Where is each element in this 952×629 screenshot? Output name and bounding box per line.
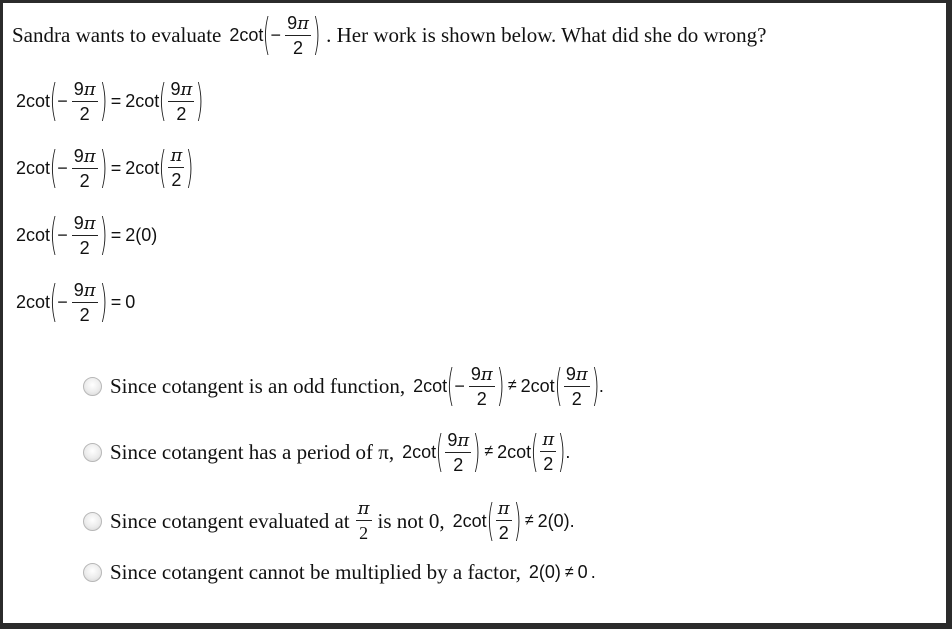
radio-button[interactable] — [83, 377, 102, 396]
question-card — [3, 3, 946, 623]
answer-option-4[interactable]: Since cotangent cannot be multiplied by a factor, 2 ( 0 ) ≠ 0 . — [83, 560, 596, 585]
radio-button[interactable] — [83, 563, 102, 582]
radio-button[interactable] — [83, 443, 102, 462]
answer-option-2[interactable]: Since cotangent has a period of π, 2 cot ( $\frac{9\pi}{2}$ ) ≠ 2 cot ( $\frac{\pi}{2}$ ) . — [83, 430, 570, 474]
question-expression: 2 cot ( − $\frac{9\pi}{2}$ ) — [229, 9, 321, 60]
answer-option-3[interactable]: Since cotangent evaluated at $\frac{\pi}{2}$ is not 0, 2 cot ( $\frac{\pi}{2}$ ) ≠ 2 ( 0 ) . — [83, 499, 575, 543]
work-step-3: 2 cot ( − $\frac{9\pi}{2}$ ) = 2 ( 0 ) — [16, 209, 158, 260]
answer-option-1[interactable]: Since cotangent is an odd function, 2 cot ( − $\frac{9\pi}{2}$ ) ≠ 2 cot ( $\frac{9\pi}{2}$ ) . — [83, 364, 604, 408]
fraction: $\frac{\pi}{2}$ — [357, 498, 370, 543]
work-step-2: 2 cot ( − $\frac{9\pi}{2}$ ) = 2 cot ( $\frac{\pi}{2}$ ) — [16, 142, 194, 193]
fraction: $\frac{9\pi}{2}$ — [287, 12, 309, 58]
work-step-4: 2 cot ( − $\frac{9\pi}{2}$ ) = 0 — [16, 276, 136, 327]
question-text — [12, 9, 767, 60]
question-prefix: Sandra wants to evaluate — [12, 22, 222, 47]
work-step-1: 2 cot ( − $\frac{9\pi}{2}$ ) = 2 cot ( $\frac{9\pi}{2}$ ) — [16, 75, 204, 126]
question-suffix: . Her work is shown below. What did she do wrong? — [326, 22, 767, 47]
radio-button[interactable] — [83, 512, 102, 531]
